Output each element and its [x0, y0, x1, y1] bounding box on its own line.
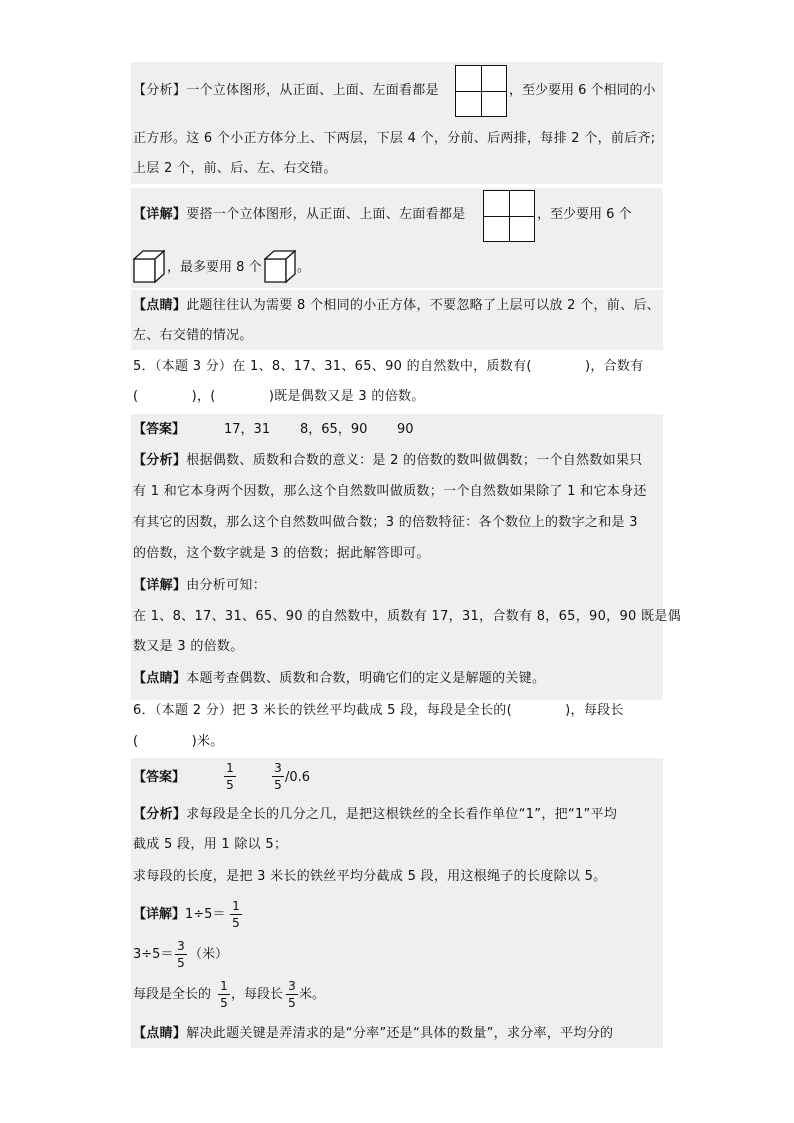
q5-stem-line-2: ( )，( )既是偶数又是 3 的倍数。 [133, 389, 425, 404]
q5-analysis-line-3: 有其它的因数，那么这个自然数叫做合数；3 的倍数特征：各个数位上的数字之和是 3 [133, 515, 638, 530]
q6-detail-line-3c: 米。 [299, 987, 326, 1002]
q5-detail-line-1: 【详解】由分析可知： [133, 578, 267, 593]
q6-detail-fraction-4 [286, 979, 298, 1010]
fraction-numerator: 1 [220, 979, 228, 993]
q5-analysis-line-4: 的倍数，这个数字就是 3 的倍数；据此解答即可。 [133, 546, 430, 561]
q5-detail-line-3: 数又是 3 的倍数。 [133, 639, 244, 654]
q5-analysis-line-1: 【分析】根据偶数、质数和合数的意义：是 2 的倍数的数叫做偶数；一个自然数如果只 [133, 453, 643, 468]
fraction-numerator: 1 [226, 761, 234, 775]
fraction-numerator: 1 [232, 899, 240, 913]
q6-detail-fraction-1 [230, 899, 242, 930]
q4-tip-line-2: 左、右交错的情况。 [133, 328, 253, 343]
q6-detail-line-2-unit: （米） [189, 947, 229, 962]
fraction-denominator: 5 [226, 778, 234, 792]
q4-tip-line-1: 【点睛】此题往往认为需要 8 个相同的小正方体，不要忽略了上层可以放 2 个，前、后、 [133, 298, 660, 313]
q5-detail-line-2: 在 1、8、17、31、65、90 的自然数中，质数有 17，31，合数有 8，65，90，90 既是偶 [133, 609, 681, 624]
q6-answer-label: 【答案】 [133, 770, 186, 785]
q5-analysis-line-2: 有 1 和它本身两个因数，那么这个自然数叫做质数；一个自然数如果除了 1 和它本身还 [133, 484, 647, 499]
q4-analysis-line-1-tail: ，至少要用 6 个相同的小 [509, 83, 656, 98]
q6-answer-band [131, 758, 663, 1048]
fraction-denominator: 5 [220, 996, 228, 1010]
q6-analysis-line-1: 【分析】求每段是全长的几分之几，是把这根铁丝的全长看作单位“1”，把“1”平均 [133, 807, 618, 822]
q6-analysis-line-2: 截成 5 段，用 1 除以 5； [133, 837, 288, 852]
q6-answer-fraction-2 [272, 761, 284, 792]
fraction-numerator: 3 [177, 939, 185, 953]
q4-detail-line-1: 【详解】要搭一个立体图形，从正面、上面、左面看都是 [133, 207, 466, 222]
q4-analysis-line-3: 上层 2 个，前、后、左、右交错。 [133, 161, 337, 176]
three-view-square-figure [455, 65, 507, 117]
q5-stem-line-1: 5．（本题 3 分）在 1、8、17、31、65、90 的自然数中，质数有( )，合数有 [133, 359, 644, 374]
q6-detail-line-3b: ，每段长 [231, 987, 284, 1002]
q6-answer-fraction-1 [224, 761, 236, 792]
q4-detail-line-2: ，最多要用 8 个 [167, 260, 262, 275]
cube-icon-min [133, 250, 165, 284]
fraction-numerator: 3 [288, 979, 296, 993]
fraction-denominator: 5 [177, 956, 185, 970]
q5-answer-3: 90 [397, 422, 414, 437]
fraction-numerator: 3 [274, 761, 282, 775]
q5-answer-2: 8，65，90 [300, 422, 368, 437]
fraction-denominator: 5 [274, 778, 282, 792]
q6-detail-line-2: 3÷5＝ [133, 947, 174, 962]
q4-detail-line-1-tail: ，至少要用 6 个 [537, 207, 632, 222]
q6-detail-line-3a: 每段是全长的 [133, 987, 212, 1002]
fraction-denominator: 5 [232, 916, 240, 930]
q4-detail-line-2-tail: 。 [297, 260, 311, 275]
cube-icon-max [264, 250, 296, 284]
q5-answer-label: 【答案】 [133, 422, 186, 437]
q4-analysis-line-1: 【分析】一个立体图形，从正面、上面、左面看都是 [133, 83, 439, 98]
three-view-square-figure-2 [483, 190, 535, 242]
q6-detail-fraction-2 [175, 939, 187, 970]
q6-stem-line-1: 6．（本题 2 分）把 3 米长的铁丝平均截成 5 段，每段是全长的( )，每段长 [133, 703, 624, 718]
q6-detail-fraction-3 [218, 979, 230, 1010]
q4-analysis-line-2: 正方形。这 6 个小正方体分上、下两层，下层 4 个，分前、后两排，每排 2 个，前后齐; [133, 131, 656, 146]
q6-tip-line-1: 【点睛】解决此题关键是弄清求的是“分率”还是“具体的数量”，求分率，平均分的 [133, 1026, 614, 1041]
fraction-denominator: 5 [288, 996, 296, 1010]
q5-answer-1: 17，31 [224, 422, 271, 437]
q6-stem-line-2: ( )米。 [133, 734, 224, 749]
q6-answer-2-suffix: /0.6 [285, 770, 311, 785]
q5-tip-line-1: 【点睛】本题考查偶数、质数和合数，明确它们的定义是解题的关键。 [133, 671, 546, 686]
q6-detail-line-1: 【详解】1÷5＝ [133, 907, 226, 922]
q6-analysis-line-3: 求每段的长度，是把 3 米长的铁丝平均分截成 5 段，用这根绳子的长度除以 5。 [133, 869, 607, 884]
